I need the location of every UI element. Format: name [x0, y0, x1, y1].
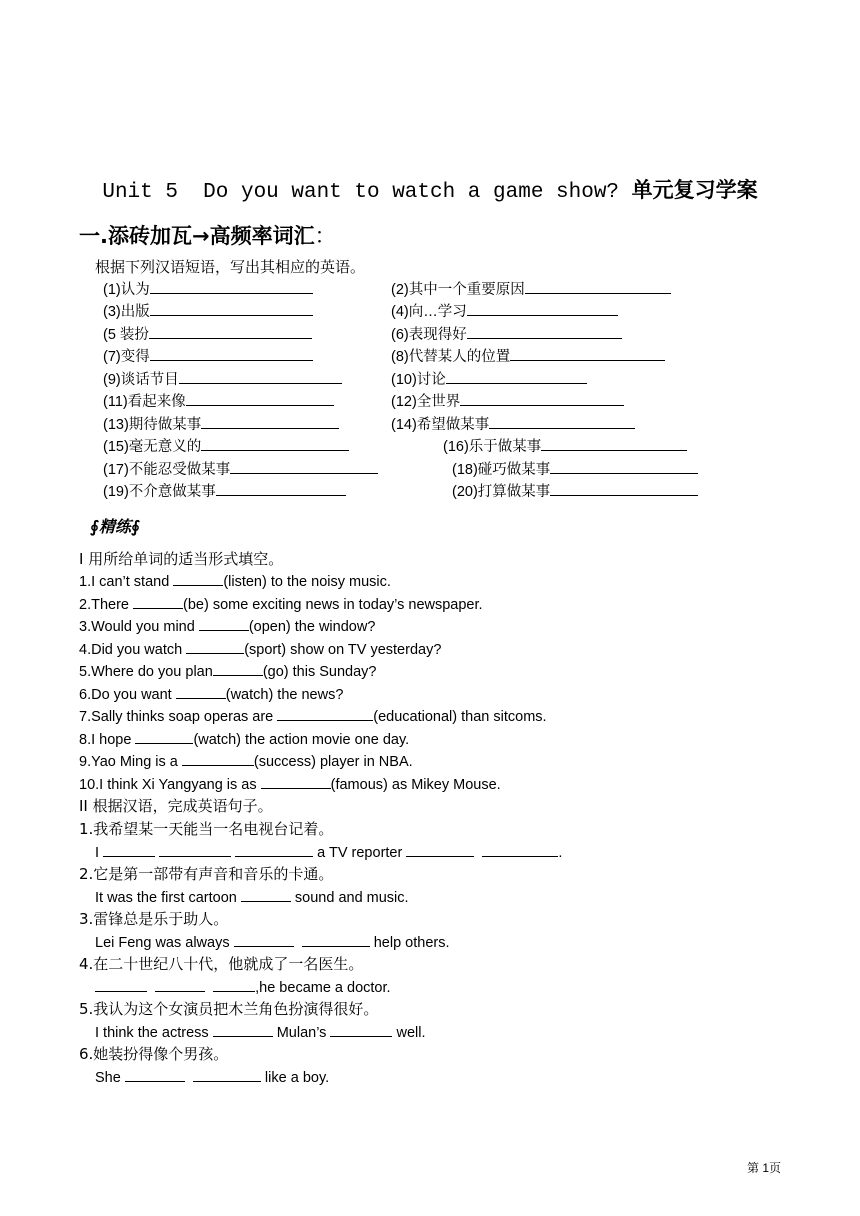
vocab-item	[103, 437, 349, 456]
exercise-question	[79, 752, 413, 771]
vocab-label: (19)不介意做某事	[103, 484, 216, 500]
answer-blank[interactable]	[150, 347, 313, 361]
answer-blank[interactable]	[213, 662, 263, 676]
sentence-text: Lei Feng was always	[95, 935, 234, 951]
vocab-label: (17)不能忍受做某事	[103, 462, 231, 478]
vocab-item	[391, 280, 671, 299]
question-text: 4.Did you watch	[79, 642, 187, 658]
answer-blank[interactable]	[155, 978, 205, 992]
answer-blank[interactable]	[213, 1023, 273, 1037]
question-text: 6.Do you want	[79, 687, 176, 703]
sentence-text: I think the actress	[95, 1025, 213, 1041]
sentence-chinese: 2.它是第一部带有声音和音乐的卡通。	[79, 865, 334, 883]
vocab-label: (13)期待做某事	[103, 417, 202, 433]
question-text: (watch) the news?	[225, 687, 344, 703]
answer-blank[interactable]	[173, 572, 223, 586]
answer-blank[interactable]	[201, 415, 339, 429]
answer-blank[interactable]	[525, 280, 671, 294]
practice-heading: ∮精练∮	[90, 517, 141, 536]
answer-blank[interactable]	[176, 685, 226, 699]
answer-blank[interactable]	[159, 843, 231, 857]
vocab-label: (3)出版	[103, 304, 150, 320]
exercise-question	[79, 572, 391, 591]
sentence-text: ,he became a doctor.	[255, 980, 391, 996]
answer-blank[interactable]	[216, 482, 346, 496]
sentence-text: It was the first cartoon	[95, 890, 241, 906]
answer-blank[interactable]	[179, 370, 342, 384]
vocab-item	[391, 392, 624, 411]
vocab-item	[443, 437, 687, 456]
title-english: Unit 5 Do you want to watch a game show?	[102, 181, 620, 204]
sentence-english	[95, 1023, 425, 1042]
question-text: 7.Sally thinks soap operas are	[79, 709, 278, 725]
answer-blank[interactable]	[550, 460, 698, 474]
answer-blank[interactable]	[277, 707, 373, 721]
answer-blank[interactable]	[482, 843, 558, 857]
vocab-label: (16)乐于做某事	[443, 439, 542, 455]
vocab-item	[391, 370, 587, 389]
question-text: (watch) the action movie one day.	[193, 732, 410, 748]
vocab-label: (9)谈话节目	[103, 372, 179, 388]
exercise-question	[79, 685, 343, 704]
vocab-label: (15)毫无意义的	[103, 439, 202, 455]
exercise-question	[79, 662, 376, 681]
answer-blank[interactable]	[182, 752, 254, 766]
vocab-label: (14)希望做某事	[391, 417, 490, 433]
vocab-label: (2)其中一个重要原因	[391, 282, 525, 298]
exercise-question	[79, 617, 375, 636]
answer-blank[interactable]	[235, 843, 313, 857]
sentence-english	[95, 888, 409, 907]
answer-blank[interactable]	[133, 595, 183, 609]
vocab-item	[452, 460, 698, 479]
answer-blank[interactable]	[261, 775, 331, 789]
sentence-chinese: 1.我希望某一天能当一名电视台记着。	[79, 820, 334, 838]
vocab-label: (11)看起来像	[103, 394, 186, 410]
sentence-text: .	[558, 845, 563, 861]
sentence-chinese: 6.她装扮得像个男孩。	[79, 1045, 229, 1063]
question-text: 3.Would you mind	[79, 619, 199, 635]
answer-blank[interactable]	[550, 482, 698, 496]
part1-heading: I 用所给单词的适当形式填空。	[79, 550, 284, 568]
vocab-item	[391, 325, 622, 344]
answer-blank[interactable]	[406, 843, 474, 857]
answer-blank[interactable]	[186, 392, 334, 406]
question-text: (educational) than sitcoms.	[373, 709, 547, 725]
vocab-label: (4)向…学习	[391, 304, 467, 320]
exercise-question	[79, 707, 547, 726]
sentence-text: She	[95, 1070, 125, 1086]
answer-blank[interactable]	[186, 640, 244, 654]
sentence-english	[95, 933, 450, 952]
answer-blank[interactable]	[460, 392, 624, 406]
vocab-item	[103, 370, 342, 389]
question-text: 1.I can’t stand	[79, 574, 174, 590]
question-text: 9.Yao Ming is a	[79, 754, 182, 770]
sentence-english	[95, 978, 391, 997]
vocab-item	[103, 325, 312, 344]
answer-blank[interactable]	[150, 280, 313, 294]
question-text: 10.I think Xi Yangyang is as	[79, 777, 261, 793]
exercise-question	[79, 595, 483, 614]
answer-blank[interactable]	[230, 460, 378, 474]
answer-blank[interactable]	[446, 370, 587, 384]
sentence-english	[95, 1068, 329, 1087]
vocab-label: (5 装扮	[103, 327, 149, 343]
sentence-text: sound and music.	[290, 890, 409, 906]
exercise-question	[79, 730, 409, 749]
vocab-label: (7)变得	[103, 349, 150, 365]
vocab-item	[103, 482, 346, 501]
vocab-item	[103, 460, 378, 479]
answer-blank[interactable]	[510, 347, 665, 361]
answer-blank[interactable]	[467, 302, 618, 316]
question-text: (open) the window?	[248, 619, 376, 635]
answer-blank[interactable]	[149, 325, 312, 339]
vocab-item	[103, 280, 313, 299]
answer-blank[interactable]	[302, 933, 370, 947]
question-text: (sport) show on TV yesterday?	[244, 642, 442, 658]
answer-blank[interactable]	[330, 1023, 392, 1037]
section1-heading-text: 一.添砖加瓦→高频率词汇	[79, 224, 315, 248]
sentence-text: I	[95, 845, 104, 861]
page-title	[0, 174, 860, 204]
sentence-text: a TV reporter	[313, 845, 407, 861]
answer-blank[interactable]	[150, 302, 313, 316]
page-number: 第 1页	[747, 1161, 782, 1175]
answer-blank[interactable]	[103, 843, 155, 857]
section1-instruction: 根据下列汉语短语，写出其相应的英语。	[95, 258, 366, 276]
question-text: (famous) as Mikey Mouse.	[330, 777, 501, 793]
answer-blank[interactable]	[489, 415, 635, 429]
question-text: (success) player in NBA.	[253, 754, 413, 770]
vocab-item	[103, 415, 339, 434]
sentence-text: like a boy.	[260, 1070, 330, 1086]
title-chinese: 单元复习学案	[631, 178, 758, 202]
answer-blank[interactable]	[193, 1068, 261, 1082]
sentence-chinese: 5.我认为这个女演员把木兰角色扮演得很好。	[79, 1000, 379, 1018]
sentence-text: well.	[392, 1025, 426, 1041]
sentence-text: Mulan’s	[272, 1025, 331, 1041]
vocab-label: (8)代替某人的位置	[391, 349, 511, 365]
vocab-label: (10)讨论	[391, 372, 446, 388]
question-text: (go) this Sunday?	[262, 664, 377, 680]
vocab-item	[391, 415, 635, 434]
sentence-english	[95, 843, 562, 862]
section1-heading	[79, 220, 336, 250]
vocab-label: (18)碰巧做某事	[452, 462, 551, 478]
question-text: (be) some exciting news in today’s newspaper.	[183, 597, 483, 613]
vocab-label: (1)认为	[103, 282, 150, 298]
answer-blank[interactable]	[234, 933, 294, 947]
sentence-chinese: 4.在二十世纪八十代，他就成了一名医生。	[79, 955, 364, 973]
question-text: 2.There	[79, 597, 133, 613]
vocab-item	[103, 347, 313, 366]
sentence-chinese: 3.雷锋总是乐于助人。	[79, 910, 229, 928]
answer-blank[interactable]	[125, 1068, 185, 1082]
question-text: 8.I hope	[79, 732, 136, 748]
vocab-label: (12)全世界	[391, 394, 461, 410]
section1-heading-colon: ：	[314, 224, 336, 248]
sentence-text: help others.	[369, 935, 450, 951]
vocab-item	[103, 392, 334, 411]
exercise-question	[79, 640, 441, 659]
vocab-item	[391, 347, 665, 366]
vocab-label: (20)打算做某事	[452, 484, 551, 500]
vocab-item	[452, 482, 698, 501]
answer-blank[interactable]	[467, 325, 622, 339]
answer-blank[interactable]	[241, 888, 291, 902]
question-text: 5.Where do you plan	[79, 664, 213, 680]
question-text: (listen) to the noisy music.	[223, 574, 391, 590]
part2-heading: II 根据汉语，完成英语句子。	[79, 797, 273, 815]
answer-blank[interactable]	[541, 437, 687, 451]
answer-blank[interactable]	[199, 617, 249, 631]
answer-blank[interactable]	[135, 730, 193, 744]
answer-blank[interactable]	[95, 978, 147, 992]
exercise-question	[79, 775, 501, 794]
answer-blank[interactable]	[213, 978, 255, 992]
vocab-item	[103, 302, 313, 321]
vocab-label: (6)表现得好	[391, 327, 467, 343]
vocab-item	[391, 302, 618, 321]
answer-blank[interactable]	[201, 437, 349, 451]
